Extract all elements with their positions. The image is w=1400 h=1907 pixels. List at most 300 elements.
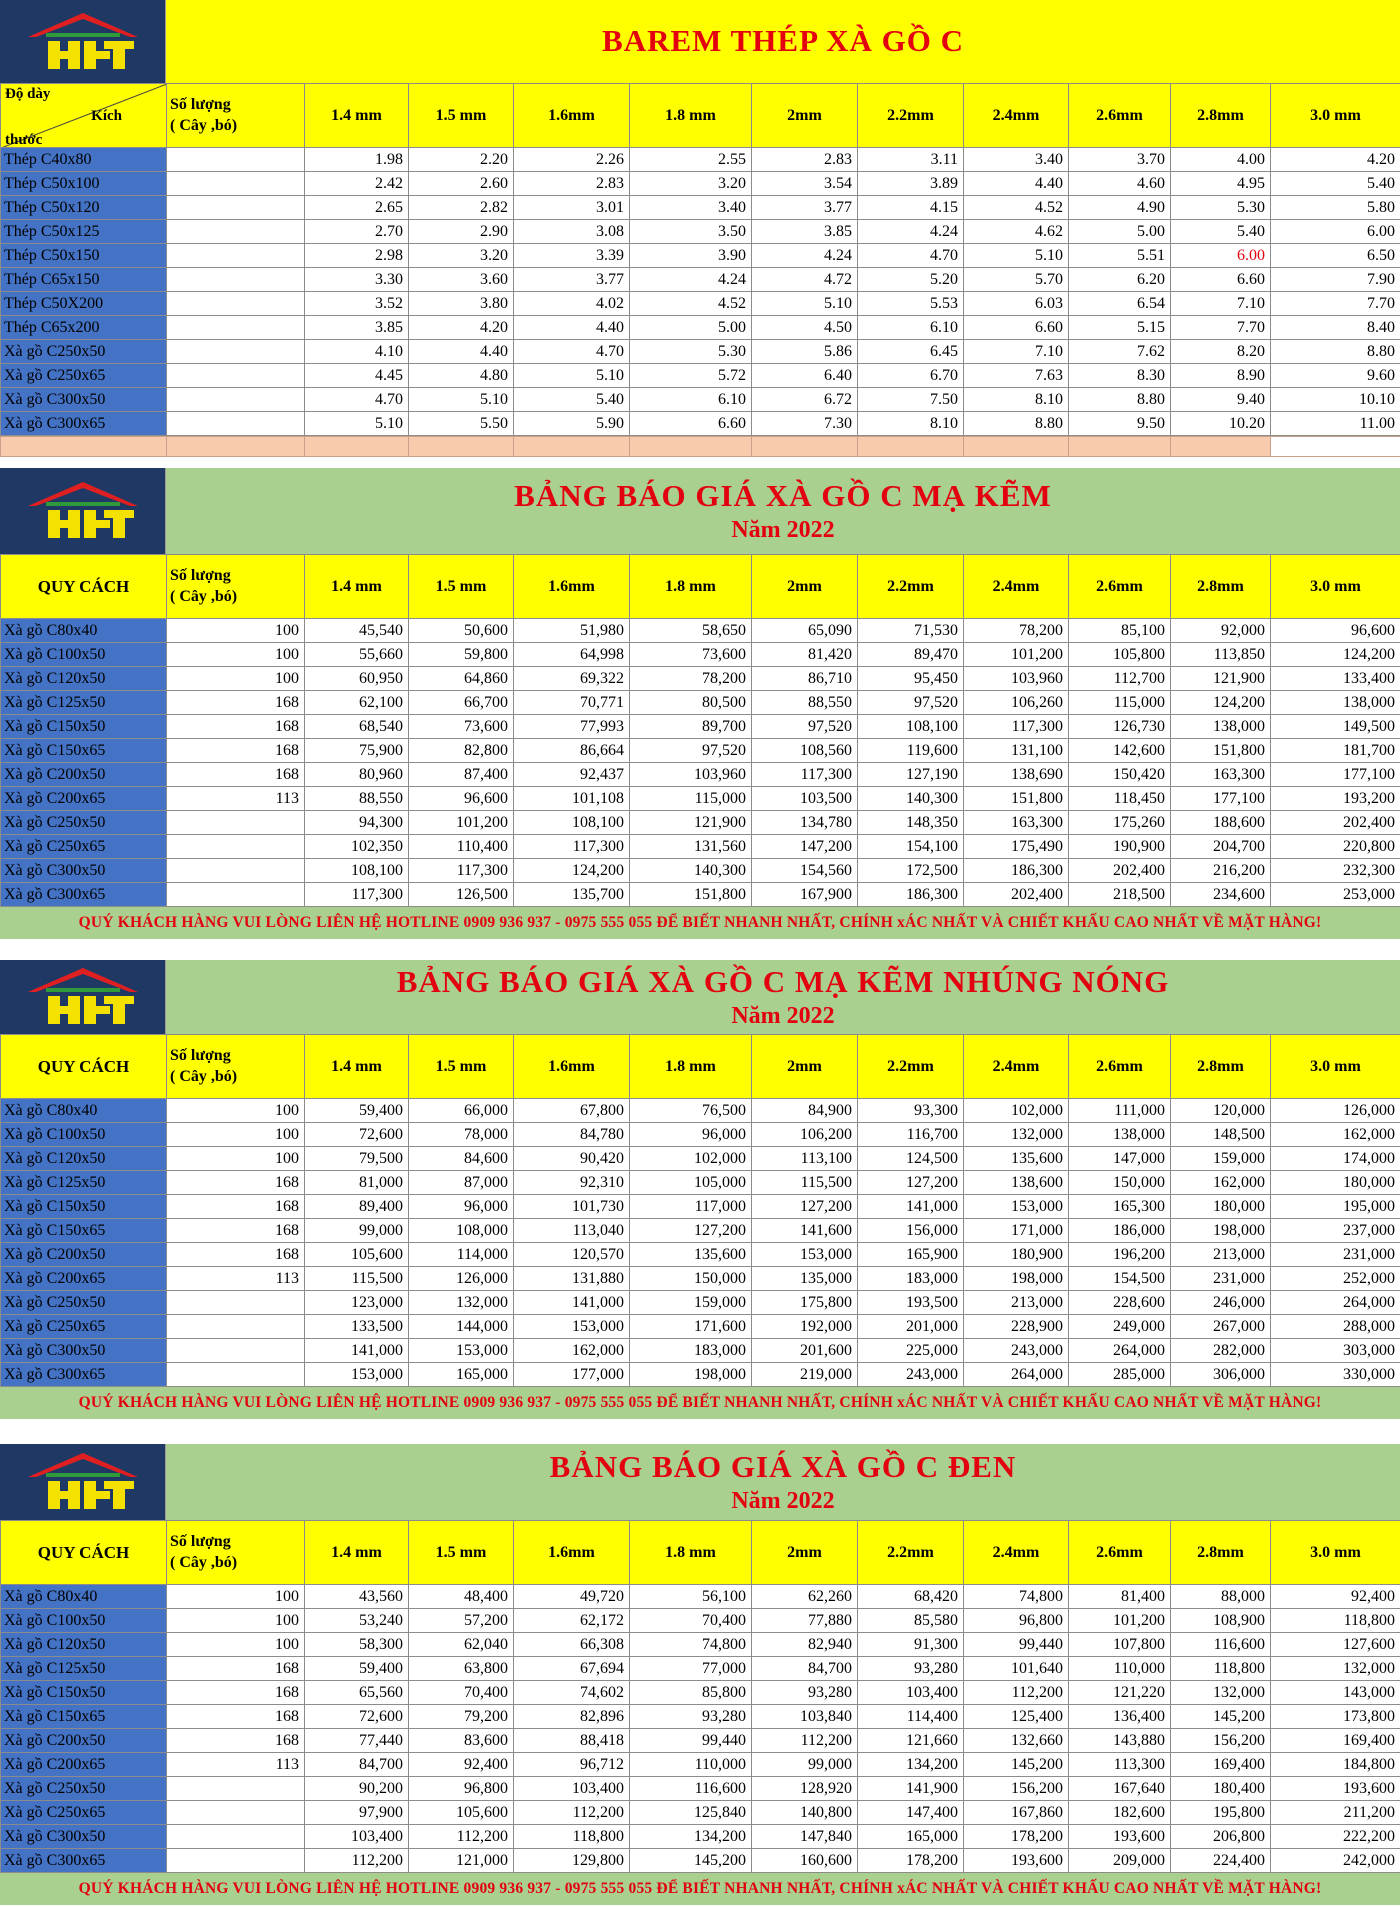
row-spec-label: Xà gồ C80x40 bbox=[1, 1099, 167, 1123]
value-cell: 134,780 bbox=[752, 811, 858, 835]
value-cell: 70,771 bbox=[514, 691, 630, 715]
value-cell: 5.10 bbox=[964, 244, 1069, 268]
row-spec-label: Xà gồ C250x50 bbox=[1, 1291, 167, 1315]
value-cell: 81,000 bbox=[305, 1171, 409, 1195]
thickness-header: 2.2mm bbox=[858, 1521, 964, 1585]
den-title: BẢNG BÁO GIÁ XÀ GỒ C ĐEN bbox=[549, 1448, 1017, 1484]
den-table bbox=[0, 1520, 1400, 1873]
value-cell: 86,710 bbox=[752, 667, 858, 691]
value-cell: 127,190 bbox=[858, 763, 964, 787]
value-cell: 4.24 bbox=[752, 244, 858, 268]
value-cell: 4.40 bbox=[964, 172, 1069, 196]
row-spec-label: Xà gồ C125x50 bbox=[1, 691, 167, 715]
thickness-header: 1.8 mm bbox=[630, 84, 752, 148]
value-cell: 101,200 bbox=[1069, 1609, 1171, 1633]
value-cell: 193,600 bbox=[1271, 1777, 1400, 1801]
nhung-nong-header bbox=[0, 960, 1400, 1034]
thickness-header: 1.4 mm bbox=[305, 555, 409, 619]
value-cell: 2.20 bbox=[409, 148, 514, 172]
value-cell: 167,640 bbox=[1069, 1777, 1171, 1801]
thickness-header: 1.5 mm bbox=[409, 1035, 514, 1099]
value-cell: 4.02 bbox=[514, 292, 630, 316]
value-cell: 5.10 bbox=[305, 412, 409, 436]
ma-kem-column-header-row bbox=[1, 555, 1400, 619]
value-cell: 106,260 bbox=[964, 691, 1069, 715]
table-row bbox=[1, 316, 1400, 340]
row-spec-label: Xà gồ C200x50 bbox=[1, 1243, 167, 1267]
value-cell: 132,000 bbox=[409, 1291, 514, 1315]
row-quantity bbox=[167, 1801, 305, 1825]
quantity-header-line1: Số lượng bbox=[170, 1532, 231, 1550]
table-row bbox=[1, 1315, 1400, 1339]
value-cell: 85,100 bbox=[1069, 619, 1171, 643]
value-cell: 213,000 bbox=[1171, 1243, 1271, 1267]
row-spec-label: Xà gồ C120x50 bbox=[1, 1633, 167, 1657]
thickness-header: 2.8mm bbox=[1171, 1035, 1271, 1099]
value-cell: 59,400 bbox=[305, 1657, 409, 1681]
value-cell: 62,040 bbox=[409, 1633, 514, 1657]
value-cell: 136,400 bbox=[1069, 1705, 1171, 1729]
table-row bbox=[1, 196, 1400, 220]
value-cell: 140,800 bbox=[752, 1801, 858, 1825]
value-cell: 117,300 bbox=[752, 763, 858, 787]
value-cell: 7.30 bbox=[752, 412, 858, 436]
value-cell: 105,600 bbox=[409, 1801, 514, 1825]
value-cell: 4.40 bbox=[409, 340, 514, 364]
value-cell: 62,100 bbox=[305, 691, 409, 715]
value-cell: 2.42 bbox=[305, 172, 409, 196]
row-spec-label: Xà gồ C200x65 bbox=[1, 787, 167, 811]
value-cell: 4.70 bbox=[858, 244, 964, 268]
value-cell: 145,200 bbox=[1171, 1705, 1271, 1729]
barem-section bbox=[0, 0, 1400, 457]
value-cell: 8.80 bbox=[964, 412, 1069, 436]
value-cell: 9.60 bbox=[1271, 364, 1400, 388]
value-cell: 124,200 bbox=[1271, 643, 1400, 667]
value-cell: 73,600 bbox=[409, 715, 514, 739]
value-cell: 9.50 bbox=[1069, 412, 1171, 436]
value-cell: 86,664 bbox=[514, 739, 630, 763]
value-cell: 85,580 bbox=[858, 1609, 964, 1633]
value-cell: 59,800 bbox=[409, 643, 514, 667]
value-cell: 65,090 bbox=[752, 619, 858, 643]
spacer-cell bbox=[409, 437, 514, 457]
value-cell: 169,400 bbox=[1271, 1729, 1400, 1753]
value-cell: 97,520 bbox=[752, 715, 858, 739]
value-cell: 49,720 bbox=[514, 1585, 630, 1609]
value-cell: 198,000 bbox=[1171, 1219, 1271, 1243]
value-cell: 204,700 bbox=[1171, 835, 1271, 859]
value-cell: 56,100 bbox=[630, 1585, 752, 1609]
value-cell: 114,400 bbox=[858, 1705, 964, 1729]
value-cell: 4.00 bbox=[1171, 148, 1271, 172]
value-cell: 167,860 bbox=[964, 1801, 1069, 1825]
value-cell: 117,000 bbox=[630, 1195, 752, 1219]
row-spec-label: Thép C50x120 bbox=[1, 196, 167, 220]
row-spec-label: Xà gồ C300x50 bbox=[1, 1825, 167, 1849]
thickness-header: 2.6mm bbox=[1069, 84, 1171, 148]
value-cell: 3.60 bbox=[409, 268, 514, 292]
value-cell: 3.20 bbox=[630, 172, 752, 196]
value-cell: 99,000 bbox=[305, 1219, 409, 1243]
value-cell: 57,200 bbox=[409, 1609, 514, 1633]
value-cell: 9.40 bbox=[1171, 388, 1271, 412]
value-cell: 6.60 bbox=[964, 316, 1069, 340]
table-row bbox=[1, 835, 1400, 859]
value-cell: 3.85 bbox=[752, 220, 858, 244]
spacer-cell bbox=[305, 437, 409, 457]
value-cell: 110,000 bbox=[1069, 1657, 1171, 1681]
barem-spacer-row bbox=[0, 436, 1400, 457]
value-cell: 165,000 bbox=[858, 1825, 964, 1849]
value-cell: 103,500 bbox=[752, 787, 858, 811]
nhung-nong-title-box bbox=[166, 960, 1400, 1034]
row-spec-label: Xà gồ C250x50 bbox=[1, 1777, 167, 1801]
value-cell: 2.60 bbox=[409, 172, 514, 196]
value-cell: 4.40 bbox=[514, 316, 630, 340]
value-cell: 80,500 bbox=[630, 691, 752, 715]
den-column-header-row bbox=[1, 1521, 1400, 1585]
value-cell: 119,600 bbox=[858, 739, 964, 763]
value-cell: 93,300 bbox=[858, 1099, 964, 1123]
value-cell: 169,400 bbox=[1171, 1753, 1271, 1777]
row-spec-label: Thép C50x150 bbox=[1, 244, 167, 268]
value-cell: 160,600 bbox=[752, 1849, 858, 1873]
table-row bbox=[1, 1171, 1400, 1195]
row-spec-label: Xà gồ C200x50 bbox=[1, 1729, 167, 1753]
value-cell: 180,000 bbox=[1171, 1195, 1271, 1219]
value-cell: 8.10 bbox=[964, 388, 1069, 412]
value-cell: 267,000 bbox=[1171, 1315, 1271, 1339]
value-cell: 243,000 bbox=[858, 1363, 964, 1387]
table-row bbox=[1, 1363, 1400, 1387]
row-spec-label: Xà gồ C125x50 bbox=[1, 1171, 167, 1195]
row-quantity bbox=[167, 1291, 305, 1315]
value-cell: 118,800 bbox=[1171, 1657, 1271, 1681]
value-cell: 140,300 bbox=[630, 859, 752, 883]
value-cell: 6.60 bbox=[1171, 268, 1271, 292]
row-quantity: 168 bbox=[167, 1657, 305, 1681]
thickness-header: 2mm bbox=[752, 555, 858, 619]
value-cell: 135,600 bbox=[630, 1243, 752, 1267]
value-cell: 2.90 bbox=[409, 220, 514, 244]
row-spec-label: Xà gồ C80x40 bbox=[1, 1585, 167, 1609]
value-cell: 306,000 bbox=[1171, 1363, 1271, 1387]
value-cell: 95,450 bbox=[858, 667, 964, 691]
value-cell: 175,490 bbox=[964, 835, 1069, 859]
table-row bbox=[1, 292, 1400, 316]
value-cell: 78,200 bbox=[964, 619, 1069, 643]
spacer-cell bbox=[630, 437, 752, 457]
value-cell: 93,280 bbox=[630, 1705, 752, 1729]
value-cell: 2.98 bbox=[305, 244, 409, 268]
value-cell: 70,400 bbox=[630, 1609, 752, 1633]
value-cell: 288,000 bbox=[1271, 1315, 1400, 1339]
row-spec-label: Xà gồ C250x65 bbox=[1, 1801, 167, 1825]
table-row bbox=[1, 1681, 1400, 1705]
value-cell: 209,000 bbox=[1069, 1849, 1171, 1873]
value-cell: 228,900 bbox=[964, 1315, 1069, 1339]
row-quantity bbox=[167, 1339, 305, 1363]
value-cell: 7.63 bbox=[964, 364, 1069, 388]
value-cell: 186,300 bbox=[858, 883, 964, 907]
value-cell: 131,560 bbox=[630, 835, 752, 859]
value-cell: 112,200 bbox=[752, 1729, 858, 1753]
value-cell: 67,800 bbox=[514, 1099, 630, 1123]
value-cell: 58,650 bbox=[630, 619, 752, 643]
table-row bbox=[1, 220, 1400, 244]
value-cell: 154,560 bbox=[752, 859, 858, 883]
value-cell: 138,690 bbox=[964, 763, 1069, 787]
thickness-header: 1.5 mm bbox=[409, 84, 514, 148]
row-quantity bbox=[167, 364, 305, 388]
value-cell: 8.80 bbox=[1271, 340, 1400, 364]
value-cell: 3.77 bbox=[752, 196, 858, 220]
row-spec-label: Xà gồ C250x50 bbox=[1, 811, 167, 835]
row-spec-label: Xà gồ C200x65 bbox=[1, 1267, 167, 1291]
value-cell: 163,300 bbox=[964, 811, 1069, 835]
thickness-header: 2.4mm bbox=[964, 1521, 1069, 1585]
hotline-banner: QUÝ KHÁCH HÀNG VUI LÒNG LIÊN HỆ HOTLINE 0909 936 937 - 0975 555 055 ĐỂ BIẾT NHANH NHẤT, CHÍNH xÁC NHẤT VÀ CHIẾT KHẤU CAO NHẤT VỀ MẶT HÀNG! bbox=[0, 907, 1400, 939]
value-cell: 2.83 bbox=[514, 172, 630, 196]
value-cell: 69,322 bbox=[514, 667, 630, 691]
value-cell: 124,500 bbox=[858, 1147, 964, 1171]
row-quantity: 168 bbox=[167, 1243, 305, 1267]
value-cell: 120,000 bbox=[1171, 1099, 1271, 1123]
value-cell: 219,000 bbox=[752, 1363, 858, 1387]
value-cell: 177,100 bbox=[1171, 787, 1271, 811]
value-cell: 224,400 bbox=[1171, 1849, 1271, 1873]
value-cell: 74,602 bbox=[514, 1681, 630, 1705]
value-cell: 206,800 bbox=[1171, 1825, 1271, 1849]
row-quantity bbox=[167, 172, 305, 196]
spacer-cell bbox=[1171, 437, 1271, 457]
value-cell: 8.80 bbox=[1069, 388, 1171, 412]
value-cell: 3.89 bbox=[858, 172, 964, 196]
den-section bbox=[0, 1444, 1400, 1905]
table-row bbox=[1, 1219, 1400, 1243]
table-row bbox=[1, 691, 1400, 715]
value-cell: 6.72 bbox=[752, 388, 858, 412]
value-cell: 3.40 bbox=[964, 148, 1069, 172]
value-cell: 92,400 bbox=[1271, 1585, 1400, 1609]
value-cell: 91,300 bbox=[858, 1633, 964, 1657]
value-cell: 110,400 bbox=[409, 835, 514, 859]
value-cell: 2.65 bbox=[305, 196, 409, 220]
table-row bbox=[1, 1099, 1400, 1123]
value-cell: 88,550 bbox=[752, 691, 858, 715]
value-cell: 55,660 bbox=[305, 643, 409, 667]
value-cell: 3.54 bbox=[752, 172, 858, 196]
value-cell: 192,000 bbox=[752, 1315, 858, 1339]
barem-title-box bbox=[166, 0, 1400, 83]
value-cell: 76,500 bbox=[630, 1099, 752, 1123]
value-cell: 8.30 bbox=[1069, 364, 1171, 388]
value-cell: 115,500 bbox=[752, 1171, 858, 1195]
row-quantity: 168 bbox=[167, 1729, 305, 1753]
thickness-header: 2.4mm bbox=[964, 555, 1069, 619]
value-cell: 253,000 bbox=[1271, 883, 1400, 907]
table-row bbox=[1, 715, 1400, 739]
value-cell: 5.10 bbox=[752, 292, 858, 316]
house-logo-icon bbox=[0, 1444, 166, 1520]
value-cell: 126,000 bbox=[1271, 1099, 1400, 1123]
value-cell: 116,600 bbox=[630, 1777, 752, 1801]
value-cell: 108,100 bbox=[514, 811, 630, 835]
row-quantity bbox=[167, 883, 305, 907]
value-cell: 120,570 bbox=[514, 1243, 630, 1267]
value-cell: 8.40 bbox=[1271, 316, 1400, 340]
value-cell: 143,880 bbox=[1069, 1729, 1171, 1753]
spacer-cell bbox=[1, 437, 167, 457]
value-cell: 145,200 bbox=[630, 1849, 752, 1873]
value-cell: 175,260 bbox=[1069, 811, 1171, 835]
value-cell: 59,400 bbox=[305, 1099, 409, 1123]
spacer-cell bbox=[1271, 437, 1400, 457]
value-cell: 264,000 bbox=[1271, 1291, 1400, 1315]
row-quantity bbox=[167, 388, 305, 412]
value-cell: 71,530 bbox=[858, 619, 964, 643]
thickness-header: 1.6mm bbox=[514, 1035, 630, 1099]
value-cell: 153,000 bbox=[305, 1363, 409, 1387]
value-cell: 162,000 bbox=[514, 1339, 630, 1363]
value-cell: 112,200 bbox=[964, 1681, 1069, 1705]
nhung-nong-section bbox=[0, 960, 1400, 1419]
row-quantity: 100 bbox=[167, 1609, 305, 1633]
row-spec-label: Xà gồ C120x50 bbox=[1, 667, 167, 691]
value-cell: 117,300 bbox=[409, 859, 514, 883]
value-cell: 58,300 bbox=[305, 1633, 409, 1657]
value-cell: 50,600 bbox=[409, 619, 514, 643]
value-cell: 140,300 bbox=[858, 787, 964, 811]
value-cell: 45,540 bbox=[305, 619, 409, 643]
value-cell: 68,540 bbox=[305, 715, 409, 739]
row-spec-label: Xà gồ C125x50 bbox=[1, 1657, 167, 1681]
value-cell: 5.20 bbox=[858, 268, 964, 292]
value-cell: 5.15 bbox=[1069, 316, 1171, 340]
value-cell: 193,600 bbox=[964, 1849, 1069, 1873]
value-cell: 132,000 bbox=[1271, 1657, 1400, 1681]
value-cell: 5.51 bbox=[1069, 244, 1171, 268]
table-row bbox=[1, 1291, 1400, 1315]
thickness-header: 1.5 mm bbox=[409, 1521, 514, 1585]
value-cell: 193,200 bbox=[1271, 787, 1400, 811]
thickness-header: 2.8mm bbox=[1171, 84, 1271, 148]
value-cell: 144,000 bbox=[409, 1315, 514, 1339]
row-spec-label: Thép C65x150 bbox=[1, 268, 167, 292]
value-cell: 11.00 bbox=[1271, 412, 1400, 436]
value-cell: 1.98 bbox=[305, 148, 409, 172]
row-spec-label: Xà gồ C200x50 bbox=[1, 763, 167, 787]
hotline-banner: QUÝ KHÁCH HÀNG VUI LÒNG LIÊN HỆ HOTLINE 0909 936 937 - 0975 555 055 ĐỂ BIẾT NHANH NHẤT, CHÍNH xÁC NHẤT VÀ CHIẾT KHẤU CAO NHẤT VỀ MẶT HÀNG! bbox=[0, 1873, 1400, 1905]
value-cell: 6.45 bbox=[858, 340, 964, 364]
value-cell: 213,000 bbox=[964, 1291, 1069, 1315]
value-cell: 96,712 bbox=[514, 1753, 630, 1777]
table-row bbox=[1, 643, 1400, 667]
value-cell: 111,000 bbox=[1069, 1099, 1171, 1123]
value-cell: 102,000 bbox=[630, 1147, 752, 1171]
table-row bbox=[1, 1633, 1400, 1657]
table-row bbox=[1, 1753, 1400, 1777]
value-cell: 174,000 bbox=[1271, 1147, 1400, 1171]
thickness-header: 3.0 mm bbox=[1271, 84, 1400, 148]
nhung-nong-table bbox=[0, 1034, 1400, 1387]
value-cell: 198,000 bbox=[630, 1363, 752, 1387]
value-cell: 7.10 bbox=[1171, 292, 1271, 316]
value-cell: 131,880 bbox=[514, 1267, 630, 1291]
value-cell: 252,000 bbox=[1271, 1267, 1400, 1291]
row-quantity: 168 bbox=[167, 1219, 305, 1243]
value-cell: 156,200 bbox=[964, 1777, 1069, 1801]
spacer-cell bbox=[752, 437, 858, 457]
value-cell: 72,600 bbox=[305, 1705, 409, 1729]
value-cell: 4.24 bbox=[858, 220, 964, 244]
value-cell: 93,280 bbox=[858, 1657, 964, 1681]
table-row bbox=[1, 811, 1400, 835]
value-cell: 99,440 bbox=[964, 1633, 1069, 1657]
row-quantity bbox=[167, 196, 305, 220]
row-spec-label: Xà gồ C250x65 bbox=[1, 835, 167, 859]
value-cell: 10.20 bbox=[1171, 412, 1271, 436]
value-cell: 3.80 bbox=[409, 292, 514, 316]
value-cell: 112,200 bbox=[305, 1849, 409, 1873]
value-cell: 246,000 bbox=[1171, 1291, 1271, 1315]
value-cell: 96,800 bbox=[964, 1609, 1069, 1633]
value-cell: 77,440 bbox=[305, 1729, 409, 1753]
row-quantity bbox=[167, 811, 305, 835]
value-cell: 108,000 bbox=[409, 1219, 514, 1243]
value-cell: 60,950 bbox=[305, 667, 409, 691]
value-cell: 150,000 bbox=[1069, 1171, 1171, 1195]
value-cell: 180,400 bbox=[1171, 1777, 1271, 1801]
value-cell: 103,960 bbox=[964, 667, 1069, 691]
thickness-header: 1.4 mm bbox=[305, 1035, 409, 1099]
barem-header bbox=[0, 0, 1400, 83]
value-cell: 78,000 bbox=[409, 1123, 514, 1147]
corner-label-size-2: thước bbox=[5, 132, 43, 148]
row-spec-label: Xà gồ C150x65 bbox=[1, 739, 167, 763]
table-row bbox=[1, 244, 1400, 268]
value-cell: 222,200 bbox=[1271, 1825, 1400, 1849]
quantity-header-line1: Số lượng bbox=[170, 95, 231, 113]
row-spec-label: Thép C65x200 bbox=[1, 316, 167, 340]
value-cell: 237,000 bbox=[1271, 1219, 1400, 1243]
value-cell: 4.15 bbox=[858, 196, 964, 220]
value-cell: 127,600 bbox=[1271, 1633, 1400, 1657]
value-cell: 121,900 bbox=[630, 811, 752, 835]
value-cell: 184,800 bbox=[1271, 1753, 1400, 1777]
row-quantity bbox=[167, 148, 305, 172]
house-logo-icon bbox=[0, 960, 166, 1034]
quantity-header-line2: ( Cây ,bó) bbox=[170, 1553, 238, 1571]
value-cell: 145,200 bbox=[964, 1753, 1069, 1777]
value-cell: 167,900 bbox=[752, 883, 858, 907]
quantity-header-line1: Số lượng bbox=[170, 566, 231, 584]
value-cell: 202,400 bbox=[1271, 811, 1400, 835]
value-cell: 8.90 bbox=[1171, 364, 1271, 388]
thickness-header: 2.8mm bbox=[1171, 555, 1271, 619]
value-cell: 132,660 bbox=[964, 1729, 1069, 1753]
value-cell: 43,560 bbox=[305, 1585, 409, 1609]
value-cell: 117,300 bbox=[964, 715, 1069, 739]
value-cell: 171,000 bbox=[964, 1219, 1069, 1243]
value-cell: 99,000 bbox=[752, 1753, 858, 1777]
value-cell: 150,000 bbox=[630, 1267, 752, 1291]
value-cell: 211,200 bbox=[1271, 1801, 1400, 1825]
value-cell: 64,998 bbox=[514, 643, 630, 667]
quantity-header bbox=[167, 1035, 305, 1099]
value-cell: 82,800 bbox=[409, 739, 514, 763]
